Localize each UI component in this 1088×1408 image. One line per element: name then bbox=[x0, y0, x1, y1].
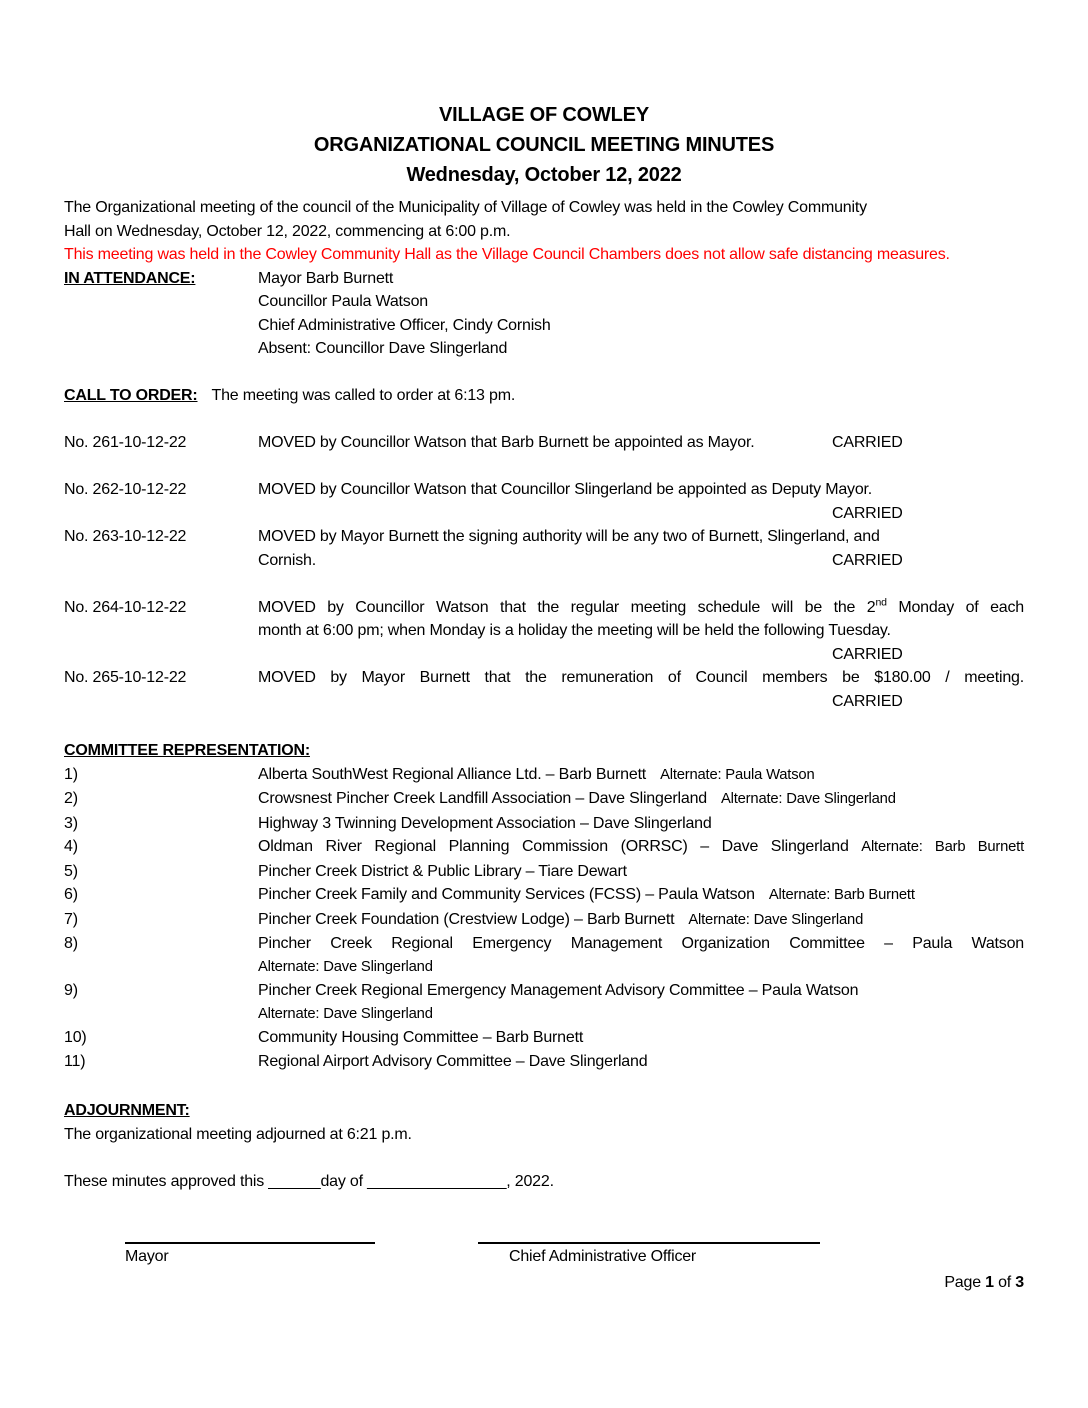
doc-title-line-3: Wednesday, October 12, 2022 bbox=[406, 164, 682, 186]
committee-number: 3) bbox=[64, 814, 78, 832]
committee-list bbox=[64, 763, 1024, 1074]
carried-label: CARRIED bbox=[832, 434, 903, 451]
page-number-of: of bbox=[993, 1273, 1016, 1291]
motion-text-line-2: month at 6:00 pm; when Monday is a holiday the meeting will be held the following Tuesday. bbox=[258, 622, 891, 639]
committee-item bbox=[64, 860, 1024, 884]
motion-number: No. 264-10-12-22 bbox=[64, 598, 187, 616]
cao-signature-block bbox=[478, 1242, 820, 1269]
committee-item bbox=[64, 1050, 1024, 1074]
ordinal-superscript: nd bbox=[875, 596, 887, 609]
committee-item bbox=[64, 787, 1024, 812]
mayor-signature-block bbox=[125, 1242, 375, 1269]
committee-name: Pincher Creek Regional Emergency Management Organization Committee – Paula Watson bbox=[258, 935, 1024, 952]
motion-text: MOVED by Councillor Watson that Barb Burnett be appointed as Mayor. bbox=[258, 434, 755, 451]
mayor-signature-label: Mayor bbox=[125, 1248, 169, 1265]
committee-name: Pincher Creek Regional Emergency Management Advisory Committee – Paula Watson bbox=[258, 982, 859, 999]
call-to-order-text: The meeting was called to order at 6:13 pm. bbox=[211, 387, 516, 404]
motion-number: No. 262-10-12-22 bbox=[64, 481, 187, 498]
committee-alternate: Alternate: Dave Slingerland bbox=[258, 958, 433, 975]
motion-text-line bbox=[258, 431, 1024, 455]
adjournment-heading: ADJOURNMENT: bbox=[64, 1102, 190, 1119]
motion-text-line-2 bbox=[258, 549, 1024, 573]
call-to-order-label: CALL TO ORDER: bbox=[64, 387, 198, 404]
committee-number: 1) bbox=[64, 765, 78, 783]
committee-name: Crowsnest Pincher Creek Landfill Association – Dave Slingerland bbox=[258, 790, 707, 807]
committee-name: Pincher Creek District & Public Library – Tiare Dewart bbox=[258, 862, 627, 880]
committee-section-heading: COMMITTEE REPRESENTATION: bbox=[64, 742, 310, 759]
committee-number: 4) bbox=[64, 838, 78, 855]
committee-number: 11) bbox=[64, 1052, 86, 1070]
doc-title-line-2: ORGANIZATIONAL COUNCIL MEETING MINUTES bbox=[313, 134, 775, 156]
committee-number: 2) bbox=[64, 790, 78, 807]
committee-alternate: Alternate: Paula Watson bbox=[660, 766, 815, 783]
committee-alternate: Alternate: Barb Burnett bbox=[768, 887, 915, 903]
committee-item bbox=[64, 1026, 1024, 1050]
attendance-list bbox=[258, 267, 551, 361]
attendance-label-cell bbox=[64, 267, 258, 361]
cao-signature-line bbox=[478, 1242, 820, 1244]
motion-text: MOVED by Mayor Burnett that the remuneration of Council members be $180.00 / meeting. bbox=[258, 669, 1024, 686]
committee-item bbox=[64, 812, 1024, 836]
page-number bbox=[64, 1271, 1024, 1295]
motion-row-265 bbox=[64, 666, 1024, 713]
motion-row-264 bbox=[64, 596, 1024, 667]
intro-paragraph bbox=[64, 196, 1024, 243]
committee-name: Regional Airport Advisory Committee – Dave Slingerland bbox=[258, 1052, 648, 1070]
carried-label: CARRIED bbox=[832, 692, 903, 710]
committee-alternate: Alternate: Dave Slingerland bbox=[258, 1005, 433, 1022]
motion-text: Cornish. bbox=[258, 551, 316, 569]
document-header bbox=[64, 100, 1024, 190]
committee-number: 6) bbox=[64, 886, 78, 903]
attendance-item: Councillor Paula Watson bbox=[258, 293, 429, 310]
committee-item bbox=[64, 932, 1024, 979]
covid-notice: This meeting was held in the Cowley Community Hall as the Village Council Chambers does not allow safe distancing measures. bbox=[64, 246, 950, 263]
committee-item bbox=[64, 979, 1024, 1026]
carried-label: CARRIED bbox=[832, 645, 903, 663]
committee-name: Community Housing Committee – Barb Burnett bbox=[258, 1029, 584, 1046]
page-number-current: 1 bbox=[985, 1273, 994, 1291]
motion-text-line-1 bbox=[258, 596, 1024, 620]
committee-number: 8) bbox=[64, 935, 78, 952]
attendance-label: IN ATTENDANCE: bbox=[64, 269, 196, 287]
committee-name: Oldman River Regional Planning Commission (ORRSC) – Dave Slingerland bbox=[258, 838, 849, 855]
page-number-total: 3 bbox=[1015, 1273, 1024, 1291]
committee-item bbox=[64, 835, 1024, 860]
committee-number: 5) bbox=[64, 862, 78, 880]
committee-item bbox=[64, 883, 1024, 908]
intro-line-1: The Organizational meeting of the council of the Municipality of Village of Cowley was held in the Cowley Community bbox=[64, 199, 867, 216]
committee-name: Pincher Creek Foundation (Crestview Lodge) – Barb Burnett bbox=[258, 910, 675, 928]
motion-number: No. 261-10-12-22 bbox=[64, 434, 187, 451]
mayor-signature-line bbox=[125, 1242, 375, 1244]
motion-text: MOVED by Councillor Watson that Councillor Slingerland be appointed as Deputy Mayor. bbox=[258, 481, 873, 498]
committee-number: 7) bbox=[64, 910, 78, 928]
carried-label: CARRIED bbox=[832, 551, 903, 569]
cao-signature-label: Chief Administrative Officer bbox=[509, 1248, 697, 1265]
call-to-order-section bbox=[64, 384, 1024, 408]
committee-number: 10) bbox=[64, 1029, 87, 1046]
adjournment-text: The organizational meeting adjourned at 6:21 p.m. bbox=[64, 1125, 412, 1143]
motion-row-261 bbox=[64, 431, 1024, 455]
doc-title-line-1: VILLAGE OF COWLEY bbox=[439, 104, 649, 126]
motions-section bbox=[64, 431, 1024, 713]
motion-row-263 bbox=[64, 525, 1024, 572]
attendance-item: Absent: Councillor Dave Slingerland bbox=[258, 340, 508, 357]
carried-label: CARRIED bbox=[832, 504, 903, 522]
committee-alternate: Alternate: Dave Slingerland bbox=[688, 911, 864, 928]
motion-number: No. 263-10-12-22 bbox=[64, 528, 187, 545]
approval-line: These minutes approved this ______day of ________________, 2022. bbox=[64, 1172, 554, 1190]
page-number-prefix: Page bbox=[944, 1273, 986, 1291]
intro-line-2: Hall on Wednesday, October 12, 2022, commencing at 6:00 p.m. bbox=[64, 222, 511, 240]
committee-item bbox=[64, 763, 1024, 788]
signature-block bbox=[125, 1242, 1024, 1269]
attendance-item: Chief Administrative Officer, Cindy Cornish bbox=[258, 316, 551, 334]
attendance-item: Mayor Barb Burnett bbox=[258, 269, 394, 287]
committee-name: Alberta SouthWest Regional Alliance Ltd. – Barb Burnett bbox=[258, 765, 647, 783]
attendance-section bbox=[64, 267, 1024, 361]
committee-name: Highway 3 Twinning Development Association – Dave Slingerland bbox=[258, 814, 712, 832]
motion-text: Monday of each bbox=[886, 598, 1024, 616]
committee-item bbox=[64, 908, 1024, 933]
adjournment-section bbox=[64, 1099, 1024, 1146]
motion-text: MOVED by Councillor Watson that the regular meeting schedule will be the 2 bbox=[258, 598, 876, 616]
committee-alternate: Alternate: Dave Slingerland bbox=[720, 791, 896, 807]
committee-number: 9) bbox=[64, 982, 78, 999]
committee-alternate: Alternate: Barb Burnett bbox=[861, 839, 1025, 855]
motion-row-262 bbox=[64, 478, 1024, 525]
committee-name: Pincher Creek Family and Community Services (FCSS) – Paula Watson bbox=[258, 886, 755, 903]
motion-text-line-1: MOVED by Mayor Burnett the signing authority will be any two of Burnett, Slingerland, and bbox=[258, 528, 880, 545]
motion-number: No. 265-10-12-22 bbox=[64, 669, 187, 686]
